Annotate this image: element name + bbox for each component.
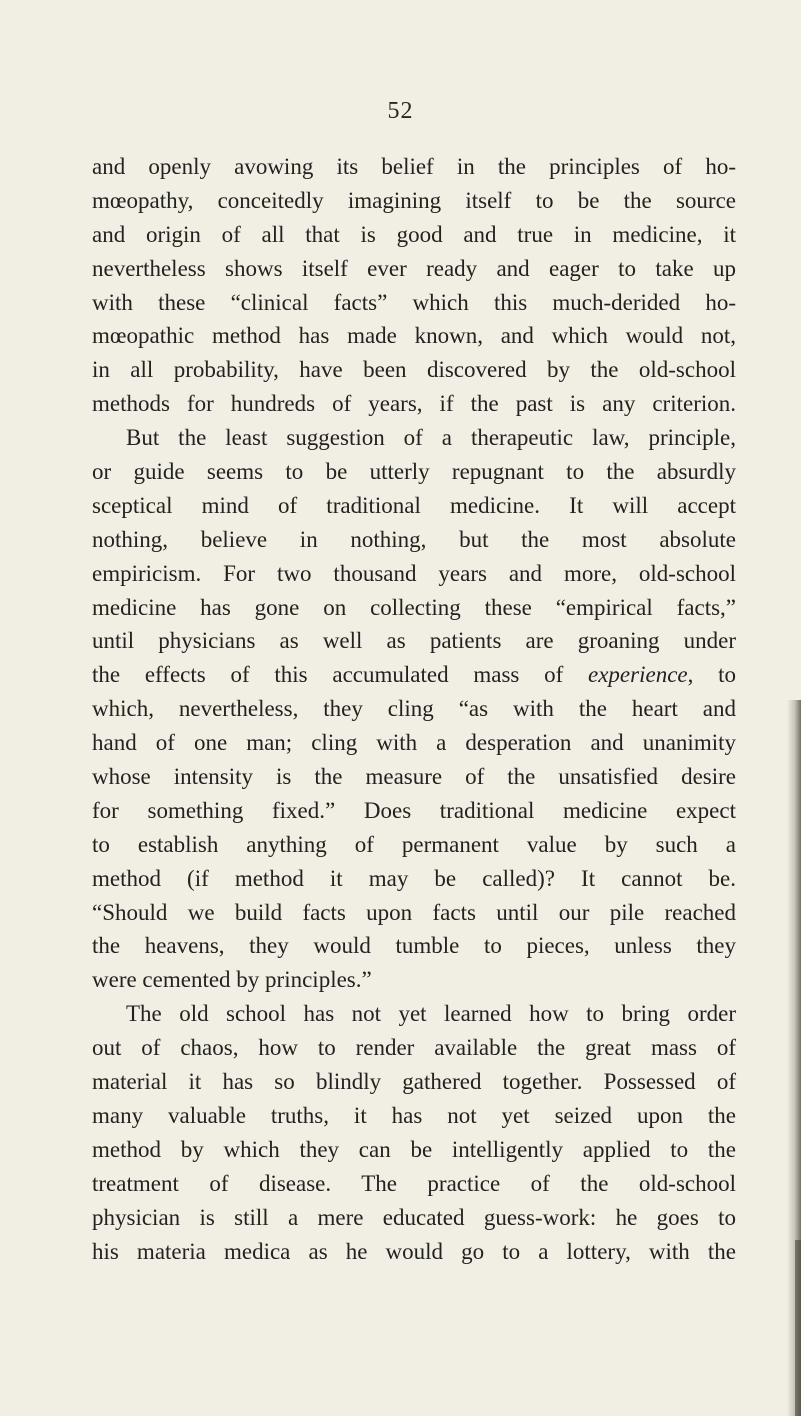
text-line: and origin of all that is good and true in medicine, it (92, 221, 736, 247)
page-edge-dark (795, 1240, 801, 1416)
text-line: in all probability, have been discovered by the old-school (92, 357, 736, 383)
text-line: material it has so blindly gathered together. Possessed of (92, 1069, 736, 1095)
text-line: nevertheless shows itself ever ready and eager to take up (92, 255, 736, 281)
text-line: method (if method it may be called)? It cannot be. (92, 865, 736, 891)
text-line: to establish anything of permanent value by such a (92, 831, 736, 857)
text-line: many valuable truths, it has not yet seized upon the (92, 1102, 736, 1128)
text-line: the heavens, they would tumble to pieces, unless they (92, 933, 736, 959)
text-line: nothing, believe in nothing, but the most absolute (92, 526, 736, 552)
text-line: with these “clinical facts” which this much-derided ho- (92, 289, 736, 315)
text-line: for something fixed.” Does traditional medicine expect (92, 797, 736, 823)
text-segment: , to (687, 662, 737, 688)
page-number: 52 (387, 98, 414, 124)
text-line: “Should we build facts upon facts until our pile reached (92, 899, 736, 925)
text-line: But the least suggestion of a therapeutic law, principle, (126, 425, 736, 451)
text-segment: the effects of this accumulated mass of (92, 662, 589, 688)
text-line: until physicians as well as patients are groaning under (92, 628, 736, 654)
text-line: sceptical mind of traditional medicine. It will accept (92, 492, 736, 518)
text-line: medicine has gone on collecting these “empirical facts,” (92, 594, 736, 620)
text-line: mœopathic method has made known, and which would not, (92, 323, 736, 349)
text-line: physician is still a mere educated guess-work: he goes to (92, 1204, 736, 1230)
text-line: out of chaos, how to render available the great mass of (92, 1035, 736, 1061)
text-line: treatment of disease. The practice of the old-school (92, 1170, 736, 1196)
text-line: or guide seems to be utterly repugnant to the absurdly (92, 459, 736, 485)
text-line: hand of one man; cling with a desperation and unanimity (92, 730, 736, 756)
text-line: his materia medica as he would go to a lottery, with the (92, 1238, 736, 1264)
text-line: methods for hundreds of years, if the past is any criterion. (92, 391, 736, 417)
text-line-mixed (92, 658, 736, 692)
italic-word: experience (588, 662, 688, 688)
text-line: whose intensity is the measure of the unsatisfied desire (92, 764, 736, 790)
text-line: The old school has not yet learned how to bring order (126, 1001, 736, 1027)
body-text (92, 150, 736, 1268)
text-line: and openly avowing its belief in the principles of ho- (92, 154, 736, 179)
text-line: mœopathy, conceitedly imagining itself to be the source (92, 187, 736, 213)
text-line: method by which they can be intelligently applied to the (92, 1136, 736, 1162)
text-line: were cemented by principles.” (92, 967, 372, 993)
text-line: which, nevertheless, they cling “as with the heart and (92, 696, 736, 722)
text-line: empiricism. For two thousand years and more, old-school (92, 560, 736, 586)
